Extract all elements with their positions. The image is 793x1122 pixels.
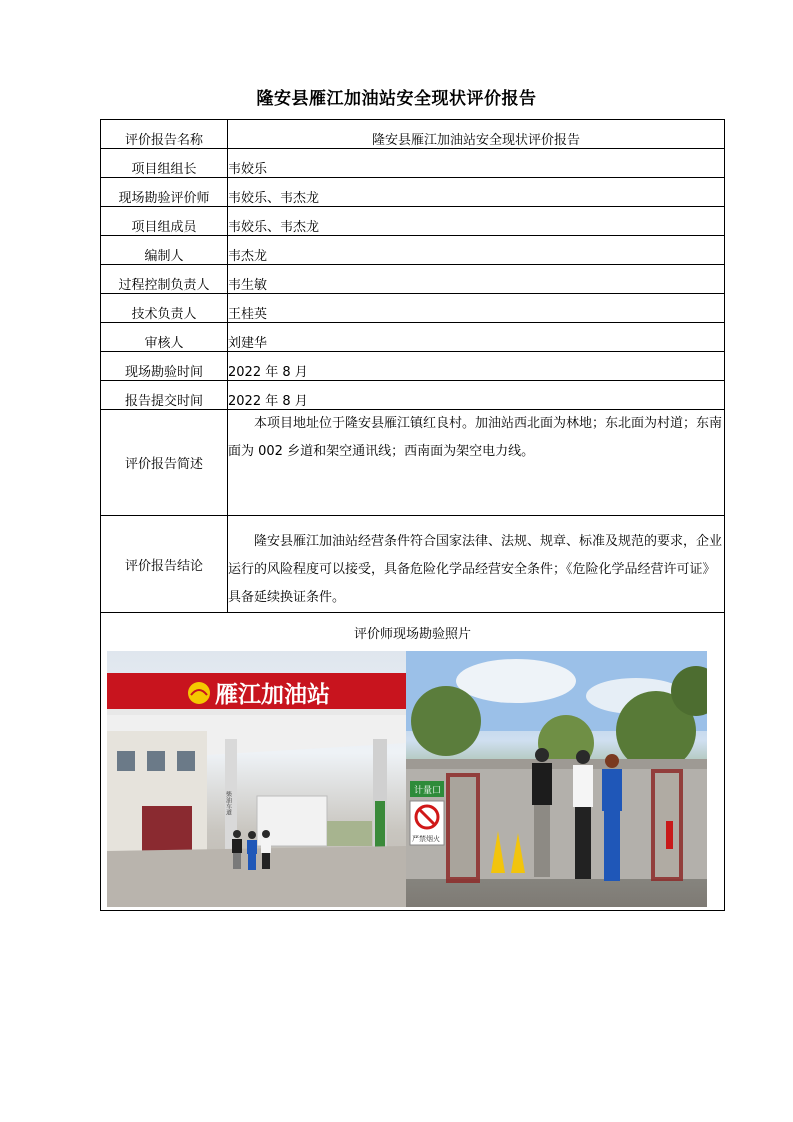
summary-cell (228, 410, 725, 516)
conclusion-label: 评价报告结论 (101, 516, 228, 613)
conclusion-cell (228, 516, 725, 613)
table-row (101, 352, 725, 381)
photos-container (107, 651, 707, 907)
inspection-photo-image (406, 651, 707, 907)
table-row (101, 265, 725, 294)
row-value: 王桂英 (228, 294, 725, 323)
row-value: 韦杰龙 (228, 236, 725, 265)
table-row (101, 149, 725, 178)
row-label: 报告提交时间 (101, 381, 228, 410)
row-label: 过程控制负责人 (101, 265, 228, 294)
row-value: 韦姣乐、韦杰龙 (228, 207, 725, 236)
table-row (101, 236, 725, 265)
summary-text: 本项目地址位于隆安县雁江镇红良村。加油站西北面为林地；东北面为村道；东南面为 002 乡道和架空通讯线；西南面为架空电力线。 (228, 416, 723, 459)
table-row (101, 120, 725, 149)
row-value: 韦生敏 (228, 265, 725, 294)
row-label: 评价报告名称 (101, 120, 228, 149)
gas-station-photo (107, 651, 406, 907)
row-label: 现场勘验评价师 (101, 178, 228, 207)
row-label: 编制人 (101, 236, 228, 265)
pillar-text: 柴油车道 (224, 791, 232, 815)
table-row (101, 323, 725, 352)
table-row (101, 207, 725, 236)
station-sign-text: 雁江加油站 (215, 682, 330, 708)
gas-station-photo-image (107, 651, 406, 907)
row-value: 2022 年 8 月 (228, 381, 725, 410)
row-value: 刘建华 (228, 323, 725, 352)
row-label: 项目组成员 (101, 207, 228, 236)
inspection-photo (406, 651, 707, 907)
report-table (100, 119, 725, 911)
row-label: 现场勘验时间 (101, 352, 228, 381)
row-value: 隆安县雁江加油站安全现状评价报告 (228, 120, 725, 149)
document-title: 隆安县雁江加油站安全现状评价报告 (256, 89, 537, 109)
table-row (101, 381, 725, 410)
table-row (101, 294, 725, 323)
row-label: 审核人 (101, 323, 228, 352)
table-row (101, 178, 725, 207)
conclusion-row (101, 516, 725, 613)
summary-label: 评价报告简述 (101, 410, 228, 516)
row-label: 技术负责人 (101, 294, 228, 323)
row-value: 2022 年 8 月 (228, 352, 725, 381)
metering-sign-text: 计量口 (414, 786, 442, 796)
row-value: 韦姣乐 (228, 149, 725, 178)
conclusion-text: 隆安县雁江加油站经营条件符合国家法律、法规、规章、标准及规范的要求，企业运行的风险程度可以接受，具备危险化学品经营安全条件；《危险化学品经营许可证》具备延续换证条件。 (228, 534, 723, 605)
photos-row (101, 613, 725, 911)
warning-sign-text: 严禁烟火 (412, 835, 440, 843)
summary-row (101, 410, 725, 516)
row-value: 韦姣乐、韦杰龙 (228, 178, 725, 207)
photos-cell (101, 613, 725, 911)
row-label: 项目组组长 (101, 149, 228, 178)
photos-title: 评价师现场勘验照片 (353, 627, 471, 642)
